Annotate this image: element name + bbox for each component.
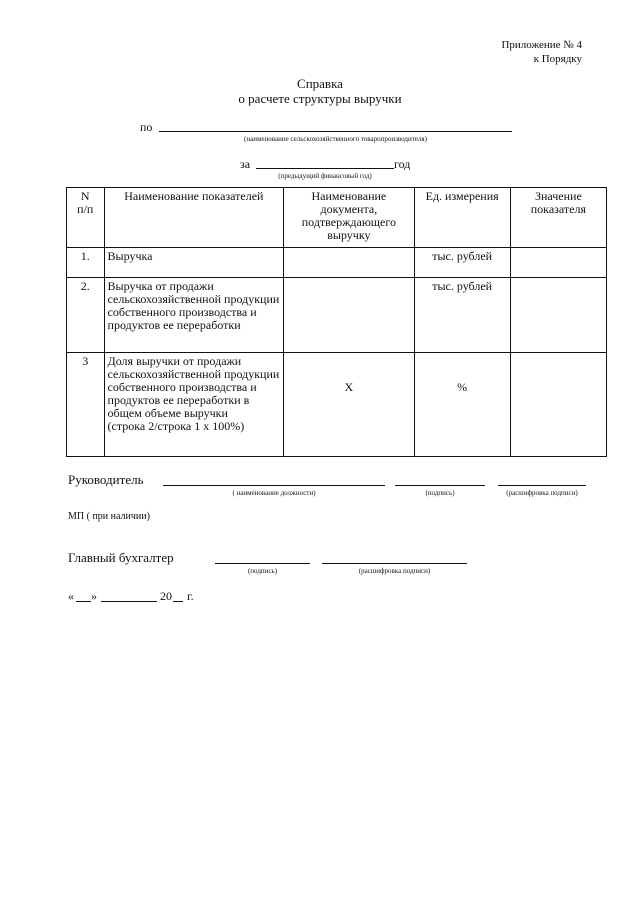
row-number: 2.	[67, 278, 105, 353]
row-document[interactable]	[284, 248, 414, 278]
row-unit: тыс. рублей	[414, 248, 510, 278]
table-row	[67, 353, 607, 457]
date-year-suffix: г.	[187, 589, 194, 603]
revenue-structure-table	[66, 187, 607, 457]
date-open-quote: «	[68, 589, 74, 603]
header-document: Наименование документа, подтверждающего выручку	[284, 188, 414, 248]
head-label: Руководитель	[68, 472, 144, 487]
head-decode-field[interactable]	[498, 485, 586, 486]
table-row	[67, 278, 607, 353]
accountant-signature-field[interactable]	[215, 563, 310, 564]
row-value[interactable]	[510, 278, 606, 353]
title-main: Справка	[297, 76, 343, 91]
date-year-prefix: 20	[160, 589, 172, 603]
row-value[interactable]	[510, 248, 606, 278]
row-unit: %	[414, 353, 510, 457]
fiscal-year-field[interactable]	[256, 168, 394, 169]
row-number: 1.	[67, 248, 105, 278]
title-subtitle: о расчете структуры выручки	[238, 91, 402, 106]
header-number: N п/п	[67, 188, 105, 248]
head-signature-caption: (подпись)	[425, 489, 455, 497]
row-document[interactable]	[284, 278, 414, 353]
header-indicator: Наименование показателей	[104, 188, 284, 248]
head-signature-field[interactable]	[395, 485, 485, 486]
accountant-signature-caption: (подпись)	[247, 567, 278, 575]
appendix-reference: к Порядку	[533, 53, 582, 65]
stamp-note: МП ( при наличии)	[68, 511, 150, 522]
producer-name-caption: (наименование сельскохозяйственного товаропроизводителя)	[244, 135, 427, 143]
za-label: за	[240, 157, 251, 171]
date-line	[68, 589, 74, 604]
table-row	[67, 248, 607, 278]
header-unit: Ед. измерения	[414, 188, 510, 248]
row-indicator: Выручка	[104, 248, 284, 278]
accountant-label: Главный бухгалтер	[68, 550, 174, 565]
row-number: 3	[67, 353, 105, 457]
head-position-caption: ( наименование должности)	[232, 489, 316, 497]
head-position-field[interactable]	[163, 485, 385, 486]
god-label: год	[394, 157, 411, 171]
header-value: Значение показателя	[510, 188, 606, 248]
date-close-quote: »	[91, 589, 97, 603]
po-label: по	[140, 120, 153, 134]
document-title	[0, 76, 640, 106]
fiscal-year-caption: (предыдущий финансовый год)	[278, 172, 372, 180]
date-day-field[interactable]	[76, 601, 91, 602]
date-year-field[interactable]	[173, 601, 183, 602]
producer-name-field[interactable]	[159, 131, 512, 132]
head-decode-caption: (расшифровка подписи)	[506, 489, 578, 497]
date-month-field[interactable]	[101, 601, 157, 602]
accountant-decode-field[interactable]	[322, 563, 467, 564]
row-document: X	[284, 353, 414, 457]
table-header-row	[67, 188, 607, 248]
row-unit: тыс. рублей	[414, 278, 510, 353]
row-value[interactable]	[510, 353, 606, 457]
accountant-decode-caption: (расшифровка подписи)	[358, 567, 431, 575]
appendix-number: Приложение № 4	[501, 39, 582, 51]
row-indicator: Выручка от продажи сельскохозяйственной продукции собственного производства и продуктов ее переработки	[104, 278, 284, 353]
row-indicator: Доля выручки от продажи сельскохозяйственной продукции собственного производства и продуктов ее переработки в общем объеме выручки (строка 2/строка 1 х 100%)	[104, 353, 284, 457]
appendix-header	[501, 38, 582, 66]
